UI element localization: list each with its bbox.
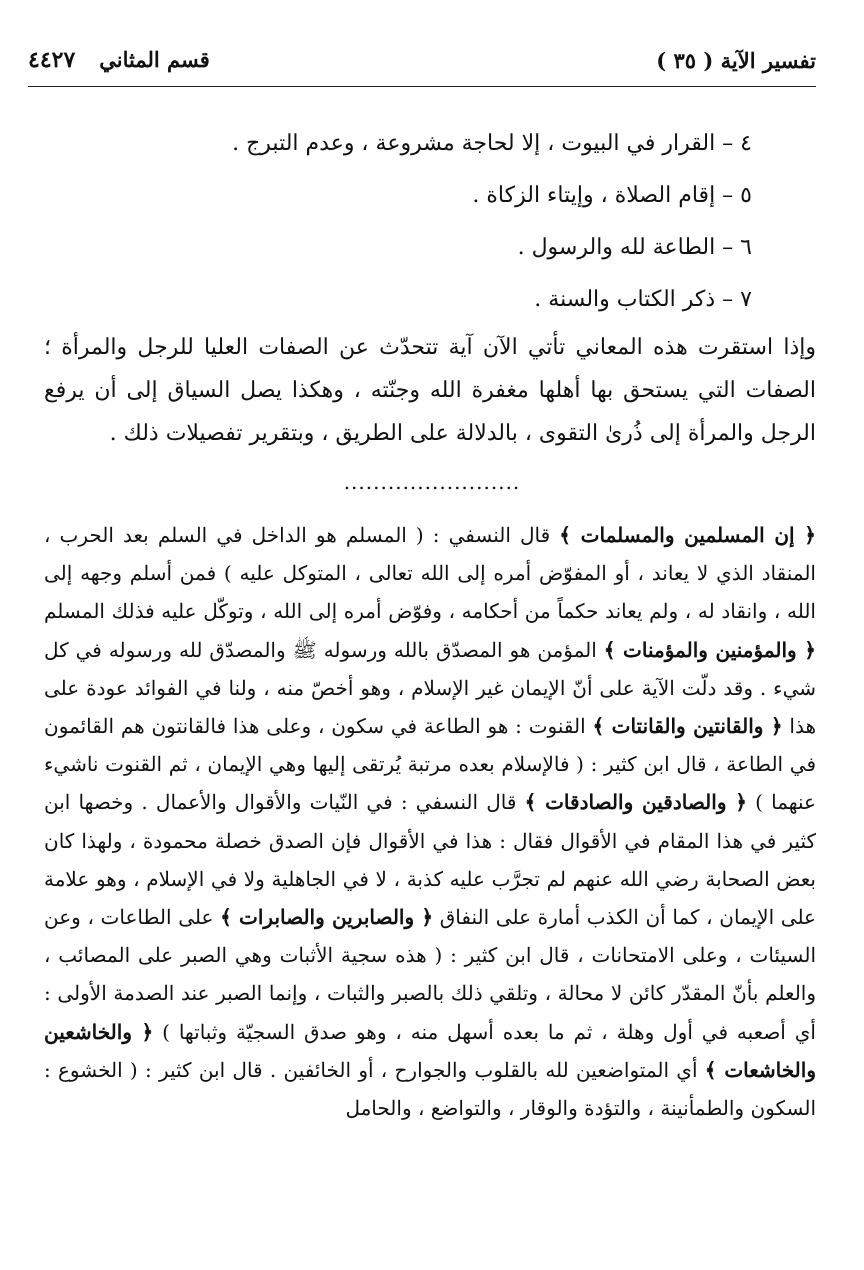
commentary-text: القنوت : هو الطاعة في سكون ، وعلى هذا فالقانتون هم القائمون في الطاعة ، قال ابن كثير : ( فالإسلام بعده مرتبة يُرتقى إليها وهي الإيمان ، ثم القنوت ناشيء عنهما ) [44, 714, 816, 815]
verse-term: ﴿ والصادقين والصادقات ﴾ [524, 790, 747, 815]
list-item: ٦ – الطاعة لله والرسول . [517, 235, 752, 260]
section-title: تفسير الآية ( ٣٥ ) [656, 47, 816, 73]
page-number: ٤٤٢٧ [28, 47, 76, 73]
header-left [28, 47, 210, 73]
list-item: ٧ – ذكر الكتاب والسنة . [534, 287, 752, 312]
page-header [28, 42, 816, 78]
commentary-text: على الطاعات ، وعن السيئات ، وعلى الامتحانات ، قال ابن كثير : ( هذه سجية الأثبات وهي الصبر على المصائب ، والعلم بأنّ المقدّر كائن لا محالة ، وتلقي ذلك بالصبر والثبات ، وإنما الصبر عند الصدمة الأولى : أي أصعبه في أول وهلة ، ثم ما بعده أسهل منه ، وهو صدق السجيّة وثباتها ) [44, 905, 816, 1044]
list-item: ٥ – إقام الصلاة ، وإيتاء الزكاة . [472, 183, 752, 208]
commentary-text: أي المتواضعين لله بالقلوب والجوارح ، أو الخائفين . قال ابن كثير : ( الخشوع : السكون والطمأنينة ، والتؤدة والوقار ، والتواضع ، والحامل [44, 1057, 816, 1121]
section-separator: ........................ [343, 470, 521, 494]
part-title: قسم المثاني [99, 47, 210, 72]
verse-term: ﴿ والمؤمنين والمؤمنات ﴾ [603, 637, 816, 662]
intro-paragraph: وإذا استقرت هذه المعاني تأتي الآن آية تتحدّث عن الصفات العليا للرجل والمرأة ؛ الصفات التي يستحق بها أهلها مغفرة الله وجنّته ، وهكذا يصل السياق إلى أن يرفع الرجل والمرأة إلى ذُرىٰ التقوى ، بالدلالة على الطريق ، وبتقرير تفصيلات ذلك . [44, 335, 816, 446]
commentary-text: قال النسفي : ( المسلم هو الداخل في السلم بعد الحرب ، المنقاد الذي لا يعاند ، أو المفوّض أمره إلى الله تعالى ، المتوكل عليه ) فمن أسلم وجهه إلى الله ، وانقاد له ، ولم يعاند حكماً من أحكامه ، وفوّض أمره إلى الله ، وتوكّل عليه فذلك المسلم [44, 523, 816, 624]
commentary-text: المؤمن هو المصدّق بالله ورسوله ﷺ والمصدّق لله ورسوله في كل شيء . وقد دلّت الآية على أنّ الإيمان غير الإسلام ، وهو أخصّ منه ، ولنا في الفوائد عودة على هذا [44, 637, 816, 739]
verse-term: ﴿ إن المسلمين والمسلمات ﴾ [559, 523, 816, 547]
verse-term: ﴿ والصابرين والصابرات ﴾ [220, 905, 434, 930]
commentary-text: قال النسفي : في النّيات والأقوال والأعمال . وخصها ابن كثير في هذا المقام في الأقوال فقال : هذا في الأقوال فإن الصدق خصلة محمودة ، ولهذا كان بعض الصحابة رضي الله عنهم لم تجرَّب عليه كذبة ، لا في الجاهلية ولا في الإسلام ، وهو علامة على الإيمان ، كما أن الكذب أمارة على النفاق [44, 790, 816, 930]
verse-term: ﴿ والخاشعين والخاشعات ﴾ [44, 1019, 816, 1082]
list-item: ٤ – القرار في البيوت ، إلا لحاجة مشروعة ، وعدم التبرج . [232, 131, 752, 156]
header-rule [28, 86, 816, 87]
commentary-paragraph [44, 516, 816, 1256]
verse-term: ﴿ والقانتين والقانتات ﴾ [592, 714, 783, 739]
numbered-list [132, 118, 752, 326]
